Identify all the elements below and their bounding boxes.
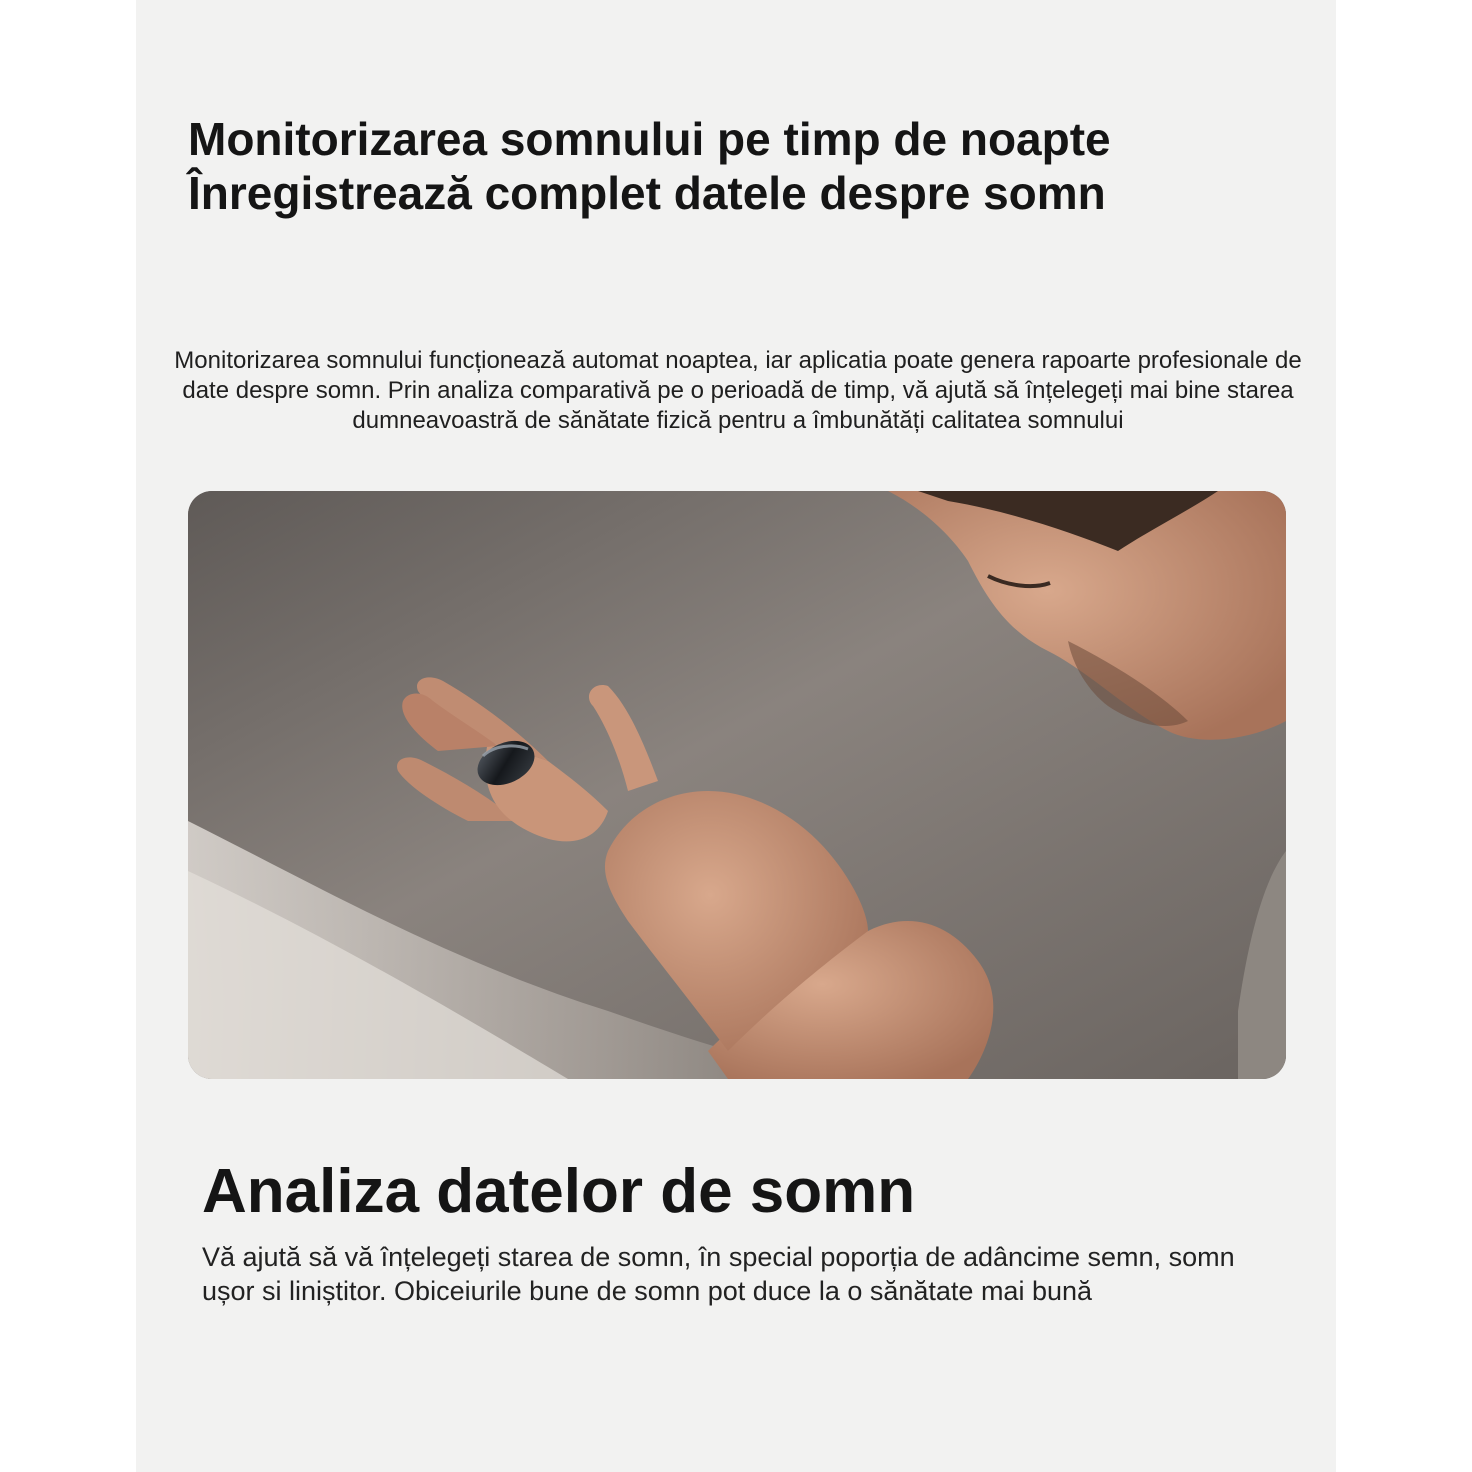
title-line-1: Monitorizarea somnului pe timp de noapte <box>188 113 1111 165</box>
page-title <box>188 112 1288 220</box>
intro-paragraph: Monitorizarea somnului funcționează automat noaptea, iar aplicatia poate genera rapoarte profesionale de date despre somn. Prin analiza comparativă pe o perioadă de timp, vă ajută să înțelegeți mai bine starea dumneavoastră de sănătate fizică pentru a îmbunătăți calitatea somnului <box>174 347 1302 434</box>
photo-illustration <box>188 491 1286 1079</box>
analysis-paragraph: Vă ajută să vă înțelegeți starea de somn, în special poporția de adâncime semn, somn ușor si liniștitor. Obiceiurile bune de somn pot duce la o sănătate mai bună <box>202 1242 1235 1306</box>
product-page <box>136 0 1336 1472</box>
sleeping-man-photo <box>188 491 1286 1079</box>
title-line-2: Înregistrează complet datele despre somn <box>188 167 1106 219</box>
analysis-title: Analiza datelor de somn <box>202 1157 916 1226</box>
